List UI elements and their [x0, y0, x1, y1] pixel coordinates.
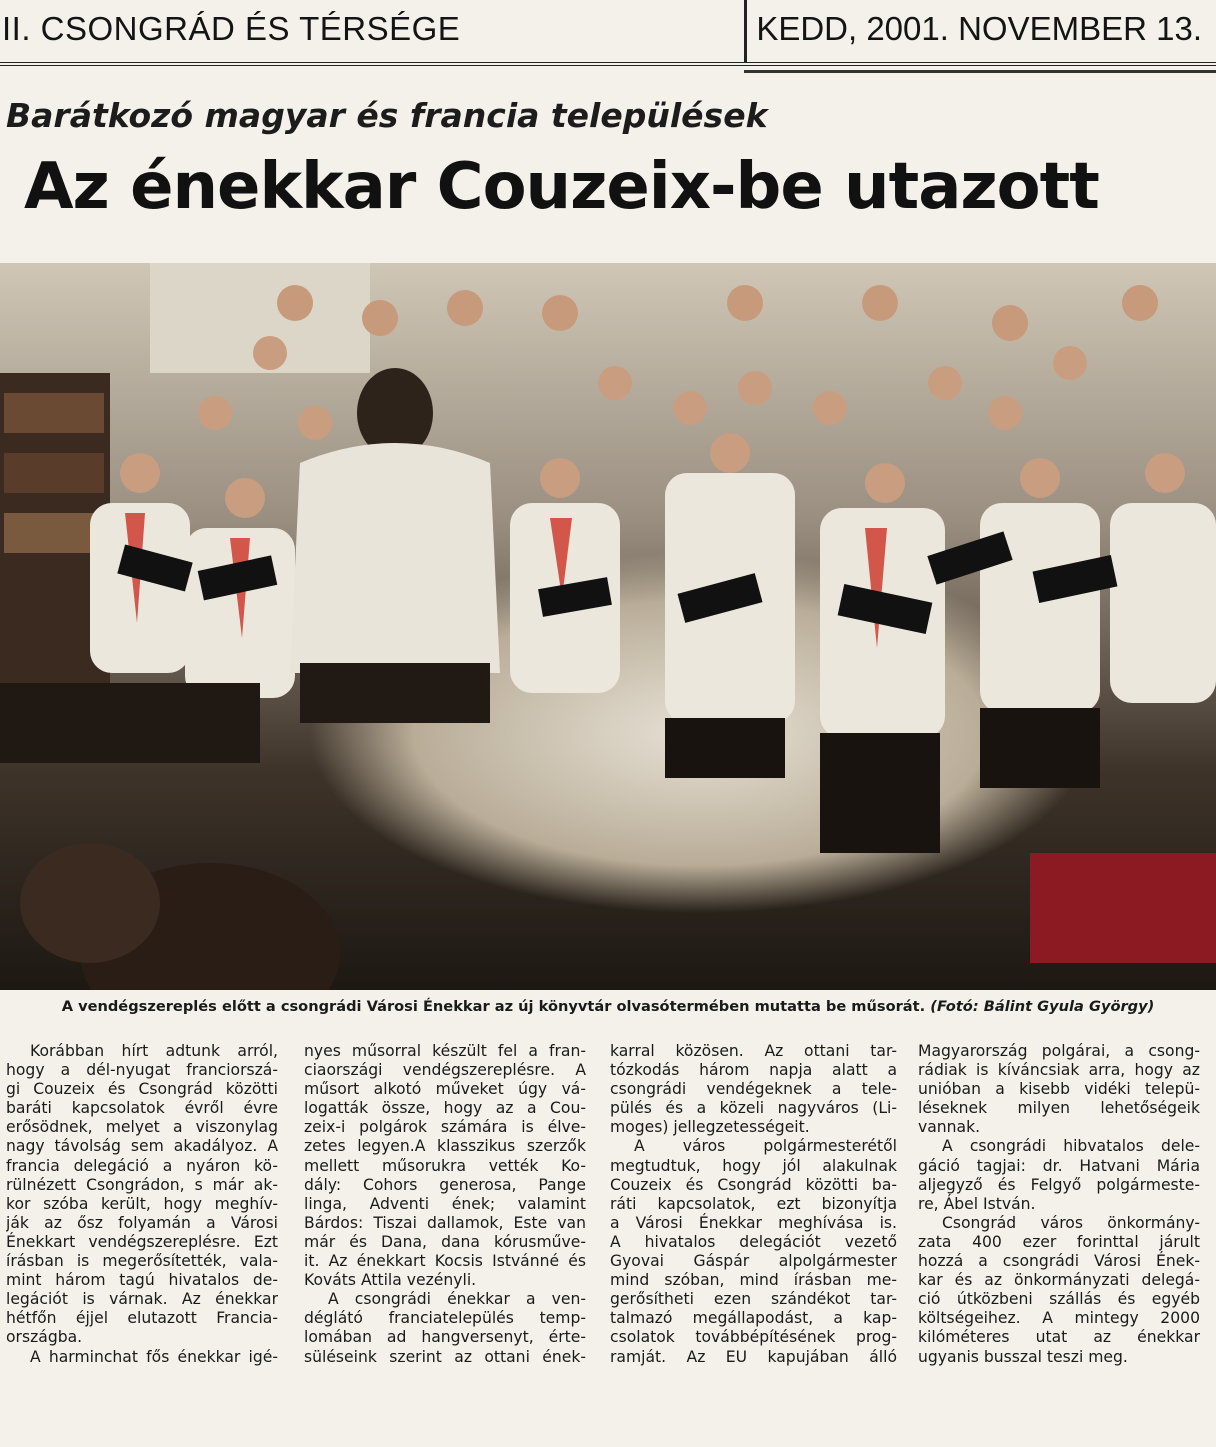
article-text-line: A város polgármesterétől [634, 1137, 897, 1156]
header-rule [744, 70, 1216, 73]
article-text-line: Couzeix és Csongrád közötti ba- [610, 1175, 897, 1194]
article-text-line: vannak. [918, 1118, 981, 1137]
article-text-line: unióban a kisebb vidéki telepü- [918, 1080, 1200, 1099]
article-text-line: gáció tagjai: dr. Hatvani Mária [918, 1156, 1200, 1175]
article-text-line: Kováts Attila vezényli. [304, 1271, 477, 1290]
article-text-line: már és Dana, dana kórusműve- [304, 1232, 586, 1251]
article-text-line: gerősítheti ezen szándékot tar- [610, 1290, 897, 1309]
article-text-line: re, Ábel István. [918, 1194, 1036, 1213]
article-column-3 [610, 1042, 897, 1442]
article-text-line: talmazó megállapodást, a kap- [610, 1309, 897, 1328]
article-text-line: mellett műsorukra vették Ko- [304, 1156, 586, 1175]
article-text-line: moges) jellegzetességeit. [610, 1118, 810, 1137]
photo-caption [0, 998, 1216, 1015]
caption-text: A vendégszereplés előtt a csongrádi Városi Énekkar az új könyvtár olvasótermében mutatta be műsorát. [61, 998, 926, 1015]
article-text-line: baráti kapcsolatok évről évre [6, 1099, 278, 1118]
article-text-line: ják az ősz folyamán a Városi [6, 1213, 278, 1232]
article-text-line: írásban is megerősítették, vala- [6, 1252, 278, 1271]
article-text-line: léseknek milyen lehetőségeik [918, 1099, 1200, 1118]
article-text-line: rádiak is kíváncsiak arra, hogy az [918, 1061, 1200, 1080]
article-text-line: karral közösen. Az ottani tar- [610, 1042, 897, 1060]
article-text-line: zeix-i polgárok számára is élve- [304, 1118, 586, 1137]
article-column-1 [6, 1042, 278, 1442]
issue-date: KEDD, 2001. NOVEMBER 13. [756, 10, 1202, 47]
article-text-line: A harminchat fős énekkar igé- [30, 1347, 278, 1366]
article-text-line: kor szóba került, hogy meghív- [6, 1194, 278, 1213]
section-title: II. CSONGRÁD ÉS TÉRSÉGE [2, 10, 461, 47]
article-text-line: Énekkart vendégszereplésre. Ezt [6, 1232, 278, 1251]
article-text-line: ciaországi vendégszereplésre. A [304, 1061, 586, 1080]
article-text-line: mind szóban, mind írásban me- [610, 1271, 897, 1290]
article-body [0, 1042, 1216, 1442]
article-text-line: hogy a dél-nyugat franciorszá- [6, 1061, 278, 1080]
article-text-line: logatták össze, hogy az a Cou- [304, 1099, 586, 1118]
article-text-line: ráti kapcsolatok, ezt bizonyítja [610, 1194, 897, 1213]
article-text-line: nagy távolság sem akadályoz. A [6, 1137, 278, 1156]
article-kicker: Barátkozó magyar és francia települések [6, 96, 768, 135]
article-text-line: it. Az énekkart Kocsis Istvánné és [304, 1252, 586, 1271]
article-text-line: műsort alkotó műveket úgy vá- [304, 1080, 586, 1099]
page-header [0, 0, 1216, 66]
article-text-line: Csongrád város önkormány- [942, 1213, 1200, 1232]
article-text-line: ramját. Az EU kapujában álló [610, 1347, 897, 1366]
article-text-line: csolatok továbbépítésének prog- [610, 1328, 897, 1347]
article-text-line: A csongrádi hibvatalos dele- [942, 1137, 1200, 1156]
article-text-line: zetes legyen.A klasszikus szerzők [304, 1137, 586, 1156]
article-text-line: süléseink szerint az ottani ének- [304, 1347, 586, 1366]
article-text-line: ció útközbeni szállás és egyéb [918, 1290, 1200, 1309]
photo-credit: (Fotó: Bálint Gyula György) [930, 998, 1155, 1015]
article-text-line: kar és az önkormányzati delegá- [918, 1271, 1200, 1290]
article-text-line: nyes műsorral készült fel a fran- [304, 1042, 586, 1060]
article-column-2 [304, 1042, 586, 1442]
article-text-line: Magyarország polgárai, a csong- [918, 1042, 1200, 1060]
article-text-line: lomában ad hangversenyt, érte- [304, 1328, 586, 1347]
article-text-line: legációt is várnak. Az énekkar [6, 1290, 278, 1309]
article-text-line: Gyovai Gáspár alpolgármester [610, 1252, 897, 1271]
article-text-line: Bárdos: Tiszai dallamok, Este van [304, 1213, 586, 1232]
article-text-line: zata 400 ezer forinttal járult [918, 1232, 1200, 1251]
article-text-line: linga, Adventi ének; valamint [304, 1194, 586, 1213]
choir-photo-illustration [0, 263, 1216, 990]
choir-photo [0, 263, 1216, 990]
article-text-line: francia delegáció a nyáron kö- [6, 1156, 278, 1175]
article-text-line: rülnézett Csongrádon, s már ak- [6, 1175, 278, 1194]
article-text-line: a Városi Énekkar meghívása is. [610, 1213, 897, 1232]
article-text-line: megtudtuk, hogy jól alakulnak [610, 1156, 897, 1175]
article-text-line: gi Couzeix és Csongrád közötti [6, 1080, 278, 1099]
article-text-line: csongrádi vendégeknek a tele- [610, 1080, 897, 1099]
article-text-line: déglátó franciatelepülés temp- [304, 1309, 586, 1328]
article-text-line: hétfőn éjjel elutazott Francia- [6, 1309, 278, 1328]
article-text-line: A csongrádi énekkar a ven- [328, 1290, 586, 1309]
article-text-line: ugyanis busszal teszi meg. [918, 1347, 1128, 1366]
article-text-line: hozzá a csongrádi Városi Ének- [918, 1252, 1200, 1271]
article-text-line: Korábban hírt adtunk arról, [30, 1042, 278, 1060]
article-text-line: országba. [6, 1328, 83, 1347]
article-text-line: mint három tagú hivatalos de- [6, 1271, 278, 1290]
article-text-line: költségeihez. A mintegy 2000 [918, 1309, 1200, 1328]
article-text-line: A hivatalos delegációt vezető [610, 1232, 897, 1251]
article-text-line: kilóméteres utat az énekkar [918, 1328, 1200, 1347]
article-headline: Az énekkar Couzeix-be utazott [24, 150, 1099, 224]
article-column-4 [918, 1042, 1200, 1442]
article-text-line: pülés és a közeli nagyváros (Li- [610, 1099, 897, 1118]
article-text-line: dály: Cohors generosa, Pange [304, 1175, 586, 1194]
article-text-line: aljegyző és Felgyő polgármeste- [918, 1175, 1200, 1194]
header-divider [744, 0, 747, 62]
article-text-line: tózkodás három napja alatt a [610, 1061, 897, 1080]
article-text-line: erősödnek, melyet a viszonylag [6, 1118, 278, 1137]
